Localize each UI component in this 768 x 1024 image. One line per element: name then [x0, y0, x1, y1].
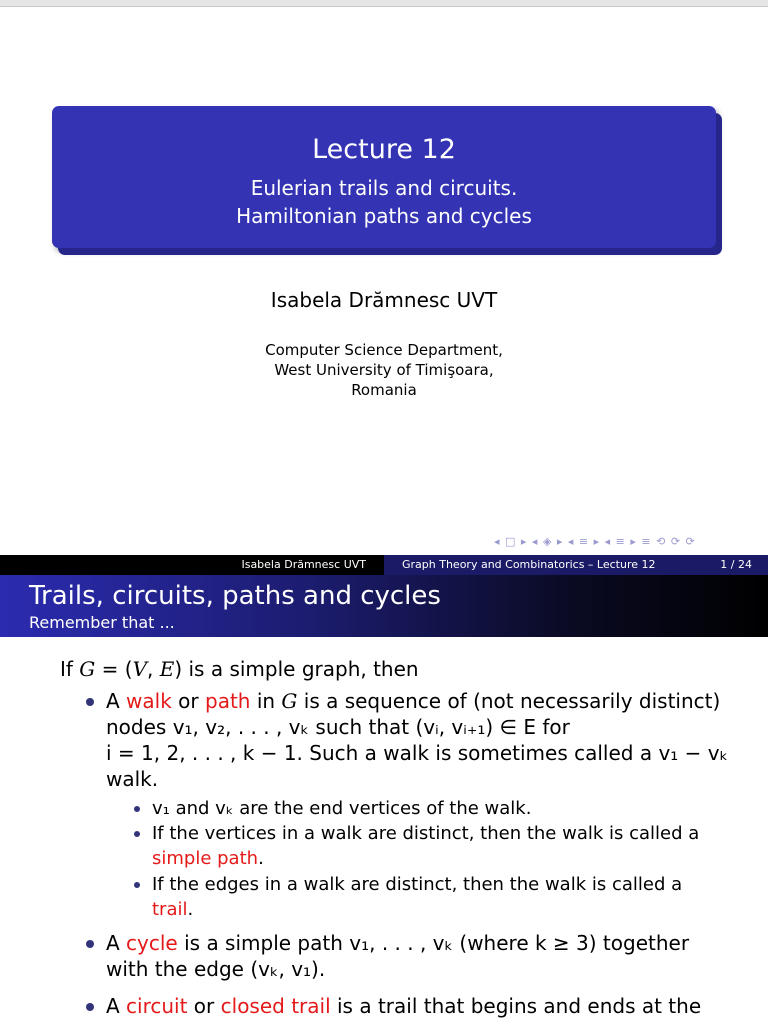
term-cycle: cycle: [126, 931, 178, 955]
walk-line-2: nodes v₁, v₂, . . . , vₖ such that (vᵢ, vᵢ₊₁) ∈ E for: [106, 715, 570, 739]
title-block: [52, 106, 716, 248]
intro-text-3: ,: [147, 657, 160, 681]
author-name: Isabela Drămnesc UVT: [270, 288, 498, 312]
walk-line-3: i = 1, 2, . . . , k − 1. Such a walk is sometimes called a v₁ − vₖ: [106, 741, 729, 765]
list-item-circuit: [106, 993, 726, 1019]
footer-left: [0, 555, 384, 575]
institution-line-2: West University of Timişoara,: [274, 361, 494, 379]
walk-line-1: [106, 688, 726, 714]
cycle-line-2: with the edge (vₖ, v₁).: [106, 957, 326, 981]
intro-text-2: = (: [95, 657, 133, 681]
list-item-walk: [106, 688, 729, 792]
walk-text-4: is a sequence of (not necessarily distinct): [297, 689, 721, 713]
frame-title: Trails, circuits, paths and cycles: [29, 581, 441, 611]
sub-item-end-vertices: v₁ and vₖ are the end vertices of the walk.: [152, 798, 532, 819]
bullet-icon: [86, 940, 94, 948]
walk-line-4: walk.: [106, 767, 159, 791]
walk-text-2: or: [171, 689, 205, 713]
beamer-navigation-icons[interactable]: ◂ □ ▸ ◂ ◈ ▸ ◂ ≡ ▸ ◂ ≡ ▸ ≡ ⟲ ⟳ ⟳: [494, 535, 696, 548]
simple-path-line-1: If the vertices in a walk are distinct, then the walk is called a: [152, 823, 700, 844]
circuit-text-3: is a trail that begins and ends at the: [330, 994, 702, 1018]
institution-line-1: Computer Science Department,: [265, 341, 503, 359]
sub-item-trail: [152, 872, 732, 922]
term-walk: walk: [126, 689, 172, 713]
intro-e: E: [159, 657, 175, 681]
frame-subtitle: Remember that ...: [29, 613, 175, 632]
intro-v: V: [132, 657, 148, 681]
institution-line-3: Romania: [351, 381, 417, 399]
bullet-icon: [86, 698, 94, 706]
footer-page-number: 1 / 24: [720, 558, 752, 571]
intro-g: G: [79, 657, 96, 681]
institution: [0, 340, 768, 400]
term-path: path: [205, 689, 251, 713]
list-item-cycle: [106, 930, 726, 982]
intro-text-4: ) is a simple graph, then: [174, 657, 419, 681]
intro-line: [60, 656, 419, 682]
lecture-title: Lecture 12: [312, 134, 456, 165]
sub-bullet-icon: [134, 882, 140, 888]
circuit-text-1: A: [106, 994, 127, 1018]
cycle-text-2: is a simple path v₁, . . . , vₖ (where k ≥ 3) together: [177, 931, 690, 955]
footer-right: [384, 555, 768, 575]
walk-g: G: [281, 689, 298, 713]
lecture-subtitle-2: Hamiltonian paths and cycles: [236, 204, 532, 228]
frame-header: [0, 575, 768, 637]
lecture-subtitle-1: Eulerian trails and circuits.: [250, 176, 518, 200]
walk-text-3: in: [250, 689, 282, 713]
sub-item-simple-path: [152, 821, 732, 871]
sub-bullet-icon: [134, 806, 140, 812]
term-simple-path: simple path: [152, 848, 259, 869]
trail-line-1: If the edges in a walk are distinct, then the walk is called a: [152, 874, 683, 895]
term-closed-trail: closed trail: [220, 994, 331, 1018]
intro-text-1: If: [60, 657, 80, 681]
footer-bar: [0, 555, 768, 575]
top-edge: [0, 0, 768, 7]
footer-title: Graph Theory and Combinatorics – Lecture 12: [402, 558, 656, 571]
footer-author: Isabela Drămnesc UVT: [241, 558, 366, 571]
walk-text-1: A: [106, 689, 127, 713]
simple-path-end: .: [258, 848, 264, 869]
cycle-text-1: A: [106, 931, 127, 955]
sub-bullet-icon: [134, 831, 140, 837]
term-trail: trail: [152, 899, 188, 920]
bullet-icon: [86, 1003, 94, 1011]
trail-end: .: [187, 899, 194, 920]
circuit-text-2: or: [187, 994, 221, 1018]
term-circuit: circuit: [126, 994, 188, 1018]
